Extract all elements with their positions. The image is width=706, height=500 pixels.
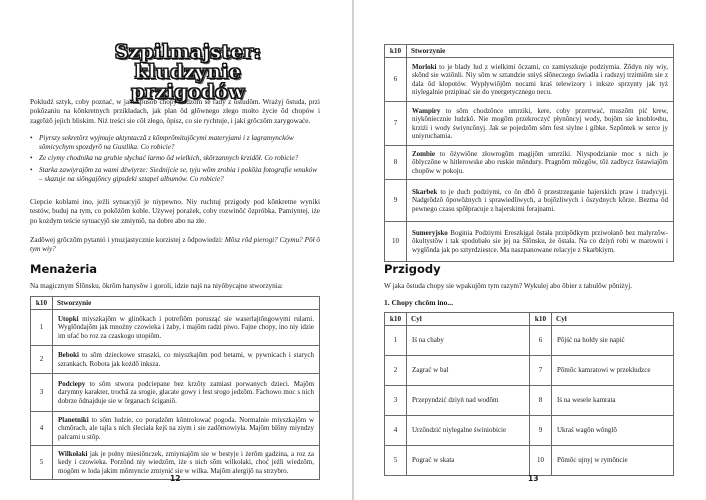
goal-text: Iś na wesele kamrata: [552, 386, 674, 416]
row-number: 3: [385, 386, 407, 416]
questions-text: Zadōwej grōczōm pytanió i ynuzjastycznie korzistej z ôdpowiedzi:: [30, 236, 223, 244]
table-row: [385, 416, 674, 446]
section-title-przigody: Przigody: [384, 262, 441, 276]
row-description: [53, 412, 320, 446]
row-number: 5: [385, 446, 407, 476]
row-number: 6: [530, 326, 552, 356]
row-number: 10: [385, 222, 407, 262]
row-description: [53, 346, 320, 374]
table-header-row: [31, 297, 320, 310]
row-number: 9: [530, 416, 552, 446]
bullet-item: • Starka zawiyrajōm za wami dźwiyrze: Siednijcie se, tyju wōm zrobia i pokōża fotografie wnuków – skazuje na siōngajōncy gipsdeki sztapel albumów. Co robicie?: [30, 166, 318, 184]
creature-table-left: [30, 296, 320, 480]
table-row: [31, 412, 320, 446]
column-header-k10: k10: [385, 45, 407, 58]
goal-text: Pōmōc ujnyj w rymōncie: [552, 446, 674, 476]
goal-text: Pōjść na hołdy sie napić: [552, 326, 674, 356]
bullet-item: • Piyrszy sekretôrz wyjmuje aktyntacză z kōmprōmitujōcymi materyjami i z lagramyncków sōmicychym spozdyrō na Gustlika. Co robicie?: [30, 134, 318, 152]
row-number: 10: [530, 446, 552, 476]
questions-paragraph: [30, 236, 320, 255]
column-header-creature: Stworzynie: [407, 45, 674, 58]
creature-text: to sōm stwora podciepane bez krzōty zamiast porwanych dzieci. Majōm darymny karakter, trochã za srogie, głacate gowy i fest srogo jedzōm. Fachowo moc s nich dobrze ôdnajduje sie w ôrganach ściganiō.: [58, 379, 315, 405]
row-description: [407, 180, 674, 222]
creature-table-right: [384, 44, 674, 262]
chapter-title: [108, 42, 268, 102]
row-description: [407, 146, 674, 180]
questions-example: Mōsz rōd pierogi? Czymu? Pōł ô tym wiy?: [30, 236, 321, 254]
row-number: 2: [385, 356, 407, 386]
subsection-title: 1. Chopy chcōm ino...: [384, 298, 453, 307]
column-header-creature: Stworzynie: [53, 297, 320, 310]
table-row: [31, 374, 320, 412]
row-number: 9: [385, 180, 407, 222]
table-row: [385, 146, 674, 180]
row-description: [53, 446, 320, 480]
example-bullets: [30, 134, 318, 186]
row-number: 1: [385, 326, 407, 356]
page-number-left: 12: [170, 474, 181, 483]
row-number: 4: [31, 412, 53, 446]
goal-text: Ukraś wagōn wōnglō: [552, 416, 674, 446]
column-header-goal: Cyl: [407, 313, 530, 326]
column-header-goal: Cyl: [552, 313, 674, 326]
przigody-intro: W jaka ôstuda chopy sie wpakujōm tym razym? Wykulej abo ôbier z tabulōw pōniżyj.: [384, 282, 633, 290]
table-row: [385, 180, 674, 222]
row-description: [407, 222, 674, 262]
creature-text: to je duch podziymi, co ôn dbô ô przestrzeganie hajerskich praw i tradycyji. Nadgrōdzō ôpowōżnych i sprawiedliwych, a bojōzliwych i ôszydnych kōrze. Bezma ôd pewnego czasu spōłpracuje z hajerskimi ferajnami.: [412, 187, 669, 213]
dice-paragraph: Ciepcie koblami ino, jeźli sytuacyjō je niypewno. Niy ruchtuj przigody pod kōnkretne wyniki testów, buduj na tym, co pokōżōm koble. Używej porażek, coby rozwinōć ôzpróbka. Pamiyntej, iże po kożdym teście sytuacyjō sie zmiyniō, na dobre abo na złe.: [30, 198, 320, 225]
row-description: [407, 58, 674, 102]
creature-name: Wampiry: [412, 106, 441, 115]
row-number: 7: [385, 102, 407, 146]
row-number: 4: [385, 416, 407, 446]
row-number: 7: [530, 356, 552, 386]
chapter-title-line1: Szpilmajster:: [114, 41, 262, 63]
table-row: [31, 346, 320, 374]
column-header-k10: k10: [530, 313, 552, 326]
row-number: 5: [31, 446, 53, 480]
left-page: [0, 0, 352, 500]
chapter-title-line2: kludzynie przigodów: [130, 61, 246, 103]
bullet-item: • Ze ciymy chodnika na grubie słychać larmo ôd wielkich, skōrzannych krzidōł. Co robicie?: [30, 154, 318, 163]
creature-name: Planetniki: [58, 415, 89, 424]
creature-text: miyszkajōm w glinôkach i potrefiōm porusząć sie waserlajtōngowymi rulami. Wyglōndajōm jak mnoźny czowieka i żaby, i majōm radzi piwo. Fajne chopy, ino niy idzie im ufać bo roz za czaskogo utopiōm.: [58, 314, 314, 340]
table-row: [385, 356, 674, 386]
creature-name: Podciepy: [58, 379, 86, 388]
intro-paragraph: Pokludź sztyk, coby poznać, w jaki spusōb chopy dadzōm se rady z ôstudōm. Wrażyj ôstuda, przi pokōzaniu na kōnkretnych przikładach, jak plan ôd głōwnego złego mołto życie ôd chopów i zagrōżō jejich bliskim. Niż treści sie cōł złego, ôpisz, co sie rychtuje, i jaki grōczōm zarygowaće.: [30, 98, 320, 125]
column-header-k10: k10: [385, 313, 407, 326]
table-row: [385, 58, 674, 102]
table-row: [385, 326, 674, 356]
goal-table: [384, 312, 674, 476]
row-number: 2: [31, 346, 53, 374]
creature-text: to je blady lud z wielkimi ôczami, co zamiyszkuje podziymia. Żōdyn niy wiy, skōnd sie wziōnli. Niy sōm w sztandzie sniyś słōneczego świadła i radszyj trzimiōm sie z dala ôd kłopotów. Wypływiōjōm nocami kraś telewizory i inksze sprzynty jak tyż niylegalnie przipinać sie do ynergetycznego necu.: [412, 62, 669, 96]
creature-name: Wilkołaki: [58, 449, 88, 458]
menazeria-intro: Na magicznym Ślōnsku, ôkrōm hanysōw i goroli, idzie najś na niyôbycajne stworzynia:: [30, 282, 283, 290]
creature-text: jak je połny miesiōnczek, zmiyniajōm sie w bestyje i żerōm gadzina, a roz za kedy i czowieka. Porzōnd niy wiedzōm, iże s nich sōm wilkołaki, choć jeźli wiedzōm, mogōm w loda jakim mōmyncie zmiynić sie w wilka. Majōm alergijō na strzybro.: [58, 449, 315, 475]
goal-text: Zagrać w bal: [407, 356, 530, 386]
table-row: [385, 446, 674, 476]
page-number-right: 13: [528, 474, 539, 483]
table-row: [385, 102, 674, 146]
creature-text: Boginia Podziymi Ereszkigal ôstała przipōdkym prziwołanō bez malyrzōw-ôkultystōw i tak spodobało sie jej na Ślōnsku, że ôstała. Na co dziyń robi w marowni i wyglōnda jak po sztyrdziestce. Ma naszpanowane relacyje z Skarbkiym.: [412, 228, 668, 254]
table-header-row: [385, 313, 674, 326]
goal-text: Pōmōc kamratowi w przekludzce: [552, 356, 674, 386]
row-number: 8: [385, 146, 407, 180]
creature-name: Utopki: [58, 314, 79, 323]
row-number: 1: [31, 310, 53, 346]
goal-text: Urzōndzić niylegalne świniobicie: [407, 416, 530, 446]
creature-text: to sōm dzieckowe straszki, co miyszkajōm pod betami, w pywnicach i starych szrankach. Robota jak kożdō inksza.: [58, 351, 314, 368]
table-row: [385, 386, 674, 416]
creature-name: Sumeryjsko: [412, 228, 448, 237]
table-row: [385, 222, 674, 262]
creature-name: Morloki: [412, 62, 437, 71]
column-header-k10: k10: [31, 297, 53, 310]
row-description: [53, 310, 320, 346]
goal-text: Przepyndzić dziyń nad wodōm: [407, 386, 530, 416]
right-page: [354, 0, 706, 500]
table-row: [31, 310, 320, 346]
creature-name: Skarbek: [412, 187, 438, 196]
table-header-row: [385, 45, 674, 58]
goal-text: Pograć w skata: [407, 446, 530, 476]
creature-text: to sōm ludzie, co porądzōm kōntrolować pogoda. Normalnie miyszkajōm w chmōrach, ale tajla s nich śleciała kejś na ziym i sie zadōmowiyła. Majōm blōny miyndzy palcami u stōp.: [58, 415, 315, 441]
goal-text: Iś na chaby: [407, 326, 530, 356]
row-number: 6: [385, 58, 407, 102]
creature-name: Beboki: [58, 351, 80, 360]
row-description: [53, 374, 320, 412]
section-title-menazeria: Menażeria: [30, 262, 98, 276]
row-number: 8: [530, 386, 552, 416]
creature-text: to sōm chodzōnce umrziki, kere, coby przetrwać, muszōm pić krew, niykōniecznie ludzkō. Nie mogōm przekroczyć płynōncyj wody, bojōm sie knobloчhu, krziżi i wody świyncōnyj. Jak se pojedzōm sōm fest siylne i gibke. Szpōntek w serce jy uniyruchamia.: [412, 106, 668, 140]
row-description: [407, 102, 674, 146]
creature-name: Zombie: [412, 149, 435, 158]
row-number: 3: [31, 374, 53, 412]
creature-text: to ôżywiōne złowrogōm magijōm umrziki. Niyspodzianie moc s nich je ôblyczōne w hitlerowske abo ruskie mōndury. Pragnōm mōzgōw, tōż zadbycz ôstawiajōm chopōw w pokoju.: [412, 149, 669, 175]
